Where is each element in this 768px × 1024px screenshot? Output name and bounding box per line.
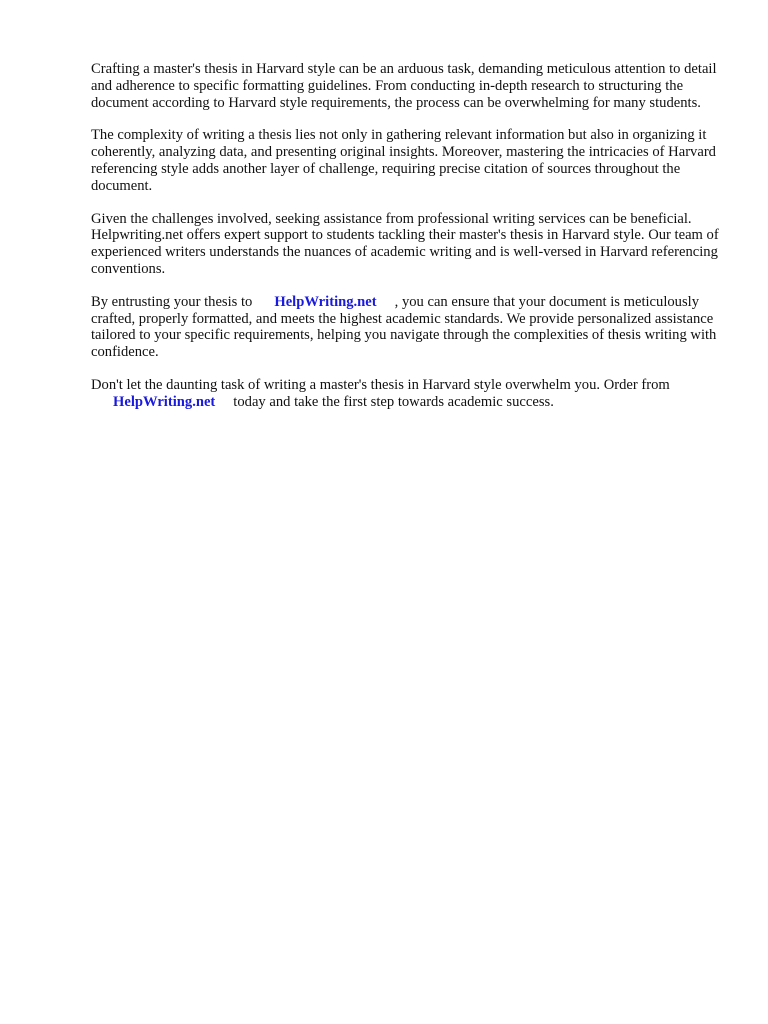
paragraph-cta-lead: Don't let the daunting task of writing a master's thesis in Harvard style overwhelm you. Order from (91, 376, 670, 393)
paragraph-cta-tail: today and take the first step towards academic success. (233, 393, 554, 410)
helpwriting-order-link[interactable]: HelpWriting.net (113, 393, 216, 410)
helpwriting-link[interactable]: HelpWriting.net (274, 293, 377, 310)
paragraph-call-to-action (91, 377, 731, 411)
document-page (91, 61, 731, 427)
paragraph-entrusting-lead: By entrusting your thesis to (91, 293, 253, 310)
paragraph-complexity: The complexity of writing a thesis lies not only in gathering relevant information but also in organizing it coherently, analyzing data, and presenting original insights. Moreover, mastering the intricacies of Harvard referencing style adds another layer of challenge, requiring precise citation of sources throughout the document. (91, 127, 716, 194)
paragraph-entrusting-tail: , you can ensure that your document is meticulously crafted, properly formatted, and meets the highest academic standards. We provide personalized assistance tailored to your specific requirements, helping you navigate through the complexities of thesis writing with confidence. (91, 293, 717, 361)
paragraph-intro: Crafting a master's thesis in Harvard style can be an arduous task, demanding meticulous attention to detail and adherence to specific formatting guidelines. From conducting in-depth research to structuring the document according to Harvard style requirements, the process can be overwhelming for many students. (91, 61, 717, 111)
paragraph-assistance: Given the challenges involved, seeking assistance from professional writing services can be beneficial. Helpwriting.net offers expert support to students tackling their master's thesis in Harvard style. Our team of experienced writers understands the nuances of academic writing and is well-versed in Harvard referencing conventions. (91, 210, 719, 277)
paragraph-entrusting (91, 294, 731, 361)
